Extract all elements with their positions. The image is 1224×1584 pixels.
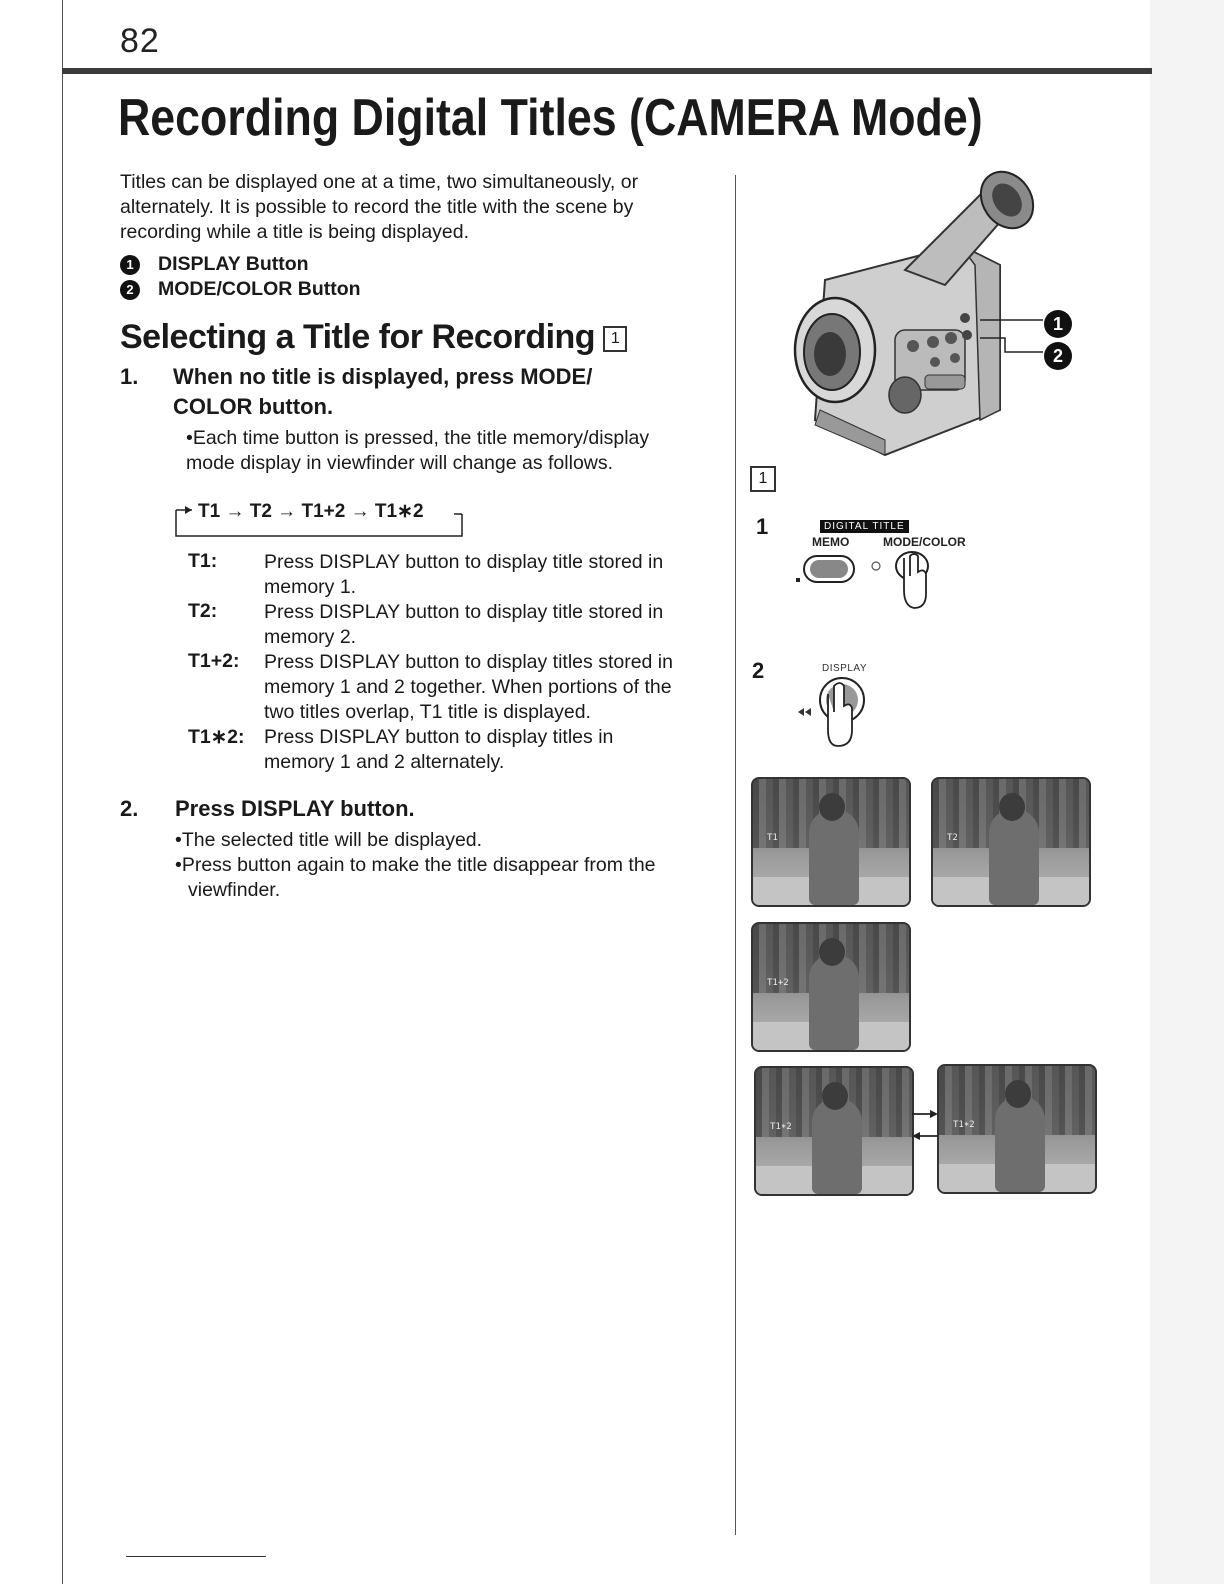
page-title: Recording Digital Titles (CAMERA Mode)	[118, 89, 983, 147]
thumb-head	[819, 793, 845, 821]
thumb-head	[1005, 1080, 1031, 1108]
memo-label: MEMO	[812, 535, 850, 549]
step-2-bullet2: •Press button again to make the title disappear from the	[175, 854, 656, 876]
step-2-bullet1: •The selected title will be displayed.	[175, 829, 483, 851]
def-t1-line2: memory 1.	[264, 576, 357, 598]
figure-step-1: 1	[756, 514, 769, 539]
button-legend	[120, 252, 361, 302]
preview-thumbnail	[751, 777, 911, 907]
thumb-title-label: T1+2	[767, 978, 789, 988]
mode-sequence: T1 → T2 → T1+2 → T1∗2	[198, 501, 424, 522]
camcorder-illustration	[785, 170, 1085, 465]
preview-thumbnail	[751, 922, 911, 1052]
page-left-edge	[62, 0, 63, 1584]
header-rule	[62, 68, 1152, 74]
page-number: 82	[120, 22, 160, 60]
thumb-title-label: T1	[767, 833, 778, 843]
def-t1plus2-line2: memory 1 and 2 together. When portions of the	[264, 676, 672, 698]
step-2-bullet2-cont: viewfinder.	[188, 879, 281, 901]
display-button	[792, 672, 882, 752]
step-2-number: 2.	[120, 796, 139, 821]
callout-marker: 1	[120, 255, 140, 275]
def-t1-line1: Press DISPLAY button to display title stored in	[264, 551, 664, 573]
def-key-t1: T1:	[188, 550, 218, 572]
section-heading-text: Selecting a Title for Recording	[120, 318, 596, 356]
thumb-person	[809, 809, 859, 905]
preview-thumbnail	[931, 777, 1091, 907]
preview-thumbnail	[754, 1066, 914, 1196]
step-1-line2: COLOR button.	[173, 394, 334, 419]
thumb-person	[809, 954, 859, 1050]
section-heading	[120, 318, 627, 357]
legend-item-display	[120, 252, 361, 277]
mode-color-label: MODE/COLOR	[883, 535, 966, 549]
figure-ref-box: 1	[750, 466, 776, 492]
memo-mode-buttons	[794, 550, 944, 620]
def-key-t2: T2:	[188, 600, 218, 622]
def-t1plus2-line1: Press DISPLAY button to display titles stored in	[264, 651, 673, 673]
step-2-line1: Press DISPLAY button.	[175, 796, 415, 821]
thumb-head	[822, 1082, 848, 1110]
thumb-title-label: T1∗2	[953, 1120, 975, 1130]
callout-marker-mode-color: 2	[1044, 342, 1072, 370]
def-t1alt2-line2: memory 1 and 2 alternately.	[264, 751, 505, 773]
footer-rule	[126, 1556, 266, 1557]
figure-step-2: 2	[752, 658, 765, 683]
page-right-margin	[1150, 0, 1224, 1584]
digital-title-badge: DIGITAL TITLE	[820, 520, 909, 533]
thumb-head	[819, 938, 845, 966]
def-key-t1plus2: T1+2:	[188, 650, 240, 672]
step-1-bullet-line1: •Each time button is pressed, the title memory/display	[186, 427, 650, 449]
step-1-line1: When no title is displayed, press MODE/	[173, 364, 593, 389]
alternate-arrows	[910, 1104, 940, 1144]
legend-label: DISPLAY Button	[158, 253, 309, 275]
legend-label: MODE/COLOR Button	[158, 278, 361, 300]
step-1-number: 1.	[120, 364, 139, 389]
callout-marker: 2	[120, 280, 140, 300]
thumb-person	[995, 1096, 1045, 1192]
thumb-title-label: T1∗2	[770, 1122, 792, 1132]
display-label: DISPLAY	[822, 663, 867, 674]
column-divider	[735, 175, 736, 1535]
thumb-person	[812, 1098, 862, 1194]
def-t2-line1: Press DISPLAY button to display title stored in	[264, 601, 664, 623]
preview-thumbnail	[937, 1064, 1097, 1194]
thumb-title-label: T2	[947, 833, 958, 843]
step-1-bullet-line2: mode display in viewfinder will change as follows.	[186, 452, 614, 474]
def-t1plus2-line3: two titles overlap, T1 title is displayed.	[264, 701, 591, 723]
intro-paragraph: Titles can be displayed one at a time, two simultaneously, or alternately. It is possible to record the title with the scene by recording while a title is being displayed.	[120, 171, 639, 243]
def-t1alt2-line1: Press DISPLAY button to display titles in	[264, 726, 614, 748]
callout-marker-display: 1	[1044, 310, 1072, 338]
thumb-head	[999, 793, 1025, 821]
def-t2-line2: memory 2.	[264, 626, 357, 648]
legend-item-mode-color	[120, 277, 361, 302]
thumb-person	[989, 809, 1039, 905]
def-key-t1alt2: T1∗2:	[188, 726, 245, 748]
figure-ref-box: 1	[603, 326, 627, 352]
